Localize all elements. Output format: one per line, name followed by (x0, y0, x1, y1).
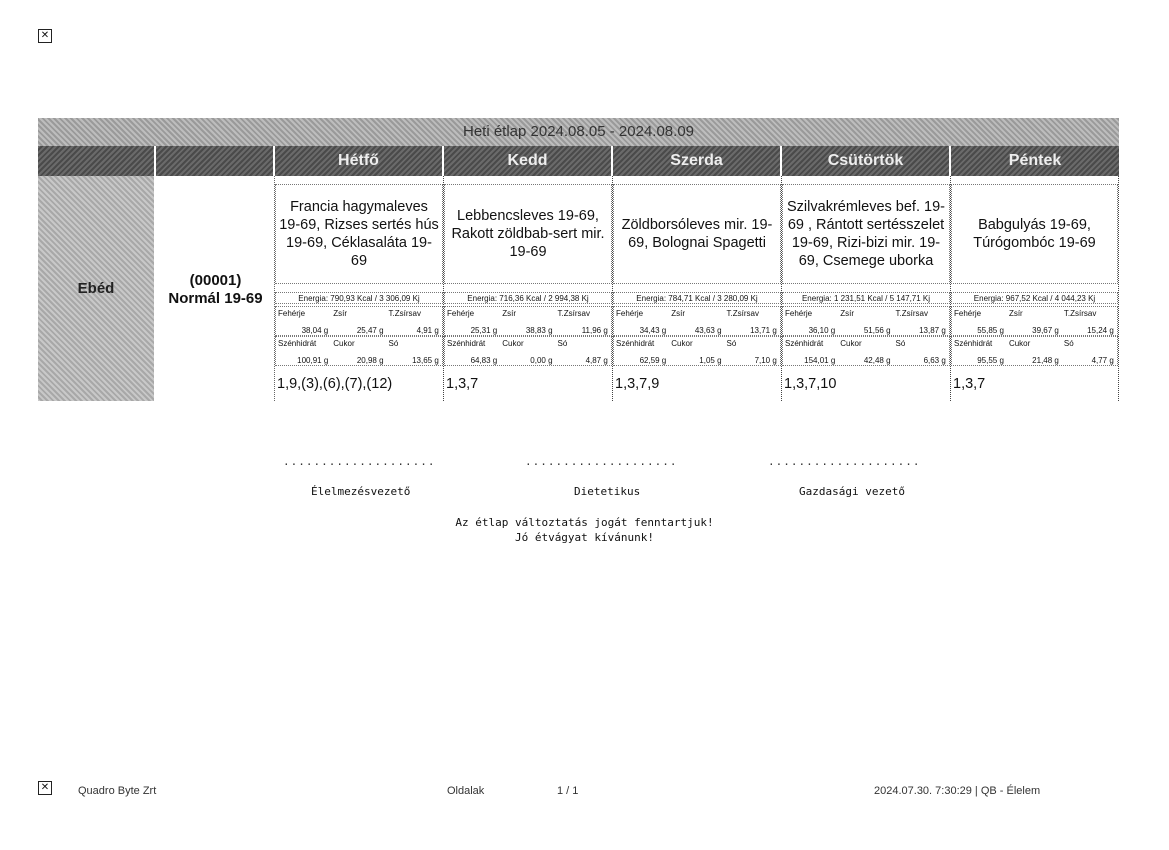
nutrient-value: 64,83 g (470, 356, 498, 365)
day-header-thursday: Csütörtök (782, 146, 951, 176)
day-header-monday: Hétfő (275, 146, 444, 176)
nutrient-value: 4,87 g (585, 356, 608, 365)
day-column-friday (951, 176, 1119, 401)
nutrient-cell (614, 337, 669, 367)
day-column-thursday (782, 176, 951, 401)
nutrient-cell (838, 307, 893, 337)
signature-role-label: Gazdasági vezető (799, 485, 905, 498)
nutrient-value: 25,31 g (470, 326, 498, 335)
nutrient-cell (331, 307, 386, 337)
nutrient-label: Só (557, 339, 568, 348)
nutrient-cell (952, 307, 1007, 337)
nutrient-label: Cukor (840, 339, 862, 348)
nutrient-value: 154,01 g (804, 356, 836, 365)
nutrient-value: 13,65 g (412, 356, 439, 365)
nutrient-label: Cukor (671, 339, 693, 348)
nutrient-cell (614, 307, 669, 337)
nutrient-cell (445, 307, 500, 337)
dish-description (444, 184, 612, 284)
nutrient-value: 62,59 g (639, 356, 667, 365)
allergen-codes: 1,3,7 (953, 376, 986, 392)
day-column-wednesday (613, 176, 782, 401)
nutrient-label: Fehérje (785, 309, 813, 318)
nutrient-row (951, 336, 1118, 366)
nutrient-row (613, 306, 781, 336)
nutrient-cell (783, 337, 838, 367)
footer-page-label: Oldalak (447, 785, 485, 797)
nutrient-row (444, 336, 612, 366)
nutrient-cell (952, 337, 1007, 367)
nutrient-value: 7,10 g (754, 356, 777, 365)
nutrient-label: Szénhidrát (785, 339, 824, 348)
nutrient-value: 13,71 g (750, 326, 777, 335)
nutrient-label: Zsír (1008, 309, 1023, 318)
nutrient-label: Só (1063, 339, 1074, 348)
signature-role-label: Dietetikus (574, 485, 641, 498)
nutrient-value: 39,67 g (1032, 326, 1059, 335)
energy-value: Energia: 716,36 Kcal / 2 994,38 Kj (444, 292, 612, 304)
notice-line-1: Az étlap változtatás jogát fenntartjuk! (455, 516, 714, 529)
nutrient-label: Zsír (840, 309, 855, 318)
energy-value: Energia: 1 231,51 Kcal / 5 147,71 Kj (782, 292, 950, 304)
dish-text: Szilvakrémleves bef. 19-69 , Rántott sertésszelet 19-69, Rizi-bizi mir. 19-69, Csemege uborka (787, 199, 945, 269)
footer-timestamp: 2024.07.30. 7:30:29 | QB - Élelem (874, 785, 1041, 797)
nutrient-cell (1062, 307, 1117, 337)
nutrient-value: 38,04 g (301, 326, 329, 335)
day-header-friday: Péntek (1008, 152, 1062, 169)
nutrient-value: 4,77 g (1091, 356, 1114, 365)
energy-value: Energia: 967,52 Kcal / 4 044,23 Kj (951, 292, 1118, 304)
signature-finance-manager (768, 455, 921, 498)
nutrient-label: T.Zsírsav (1063, 309, 1097, 318)
nutrient-cell (783, 307, 838, 337)
nutrient-cell (894, 307, 949, 337)
broken-image-icon: ✕ (38, 781, 52, 795)
day-header-row (38, 146, 1119, 176)
nutrient-row (275, 306, 443, 336)
nutrient-cell (387, 307, 442, 337)
meal-column (38, 176, 156, 401)
nutrient-label: Fehérje (278, 309, 306, 318)
allergen-codes: 1,3,7,10 (784, 376, 837, 392)
nutrient-row (782, 306, 950, 336)
nutrient-label: T.Zsírsav (895, 309, 928, 318)
nutrient-label: Só (726, 339, 737, 348)
nutrient-label: Zsír (671, 309, 686, 318)
header-diet-cell (156, 146, 275, 176)
nutrient-value: 15,24 g (1087, 326, 1114, 335)
nutrient-value: 25,47 g (356, 326, 384, 335)
nutrient-label: T.Zsírsav (726, 309, 759, 318)
allergen-codes: 1,3,7,9 (615, 376, 660, 392)
dish-text: Zöldborsóleves mir. 19-69, Bolognai Spagetti (621, 217, 773, 251)
nutrient-value: 6,63 g (923, 356, 946, 365)
nutrient-label: Fehérje (616, 309, 644, 318)
nutrient-label: Zsír (333, 309, 348, 318)
nutrient-cell (1007, 337, 1062, 367)
nutrient-value: 51,56 g (863, 326, 891, 335)
dish-description (613, 184, 781, 284)
day-header-wednesday: Szerda (613, 146, 782, 176)
nutrient-label: T.Zsírsav (557, 309, 590, 318)
nutrient-value: 34,43 g (639, 326, 667, 335)
nutrient-cell (556, 307, 611, 337)
nutrient-row (275, 336, 443, 366)
nutrient-label: Szénhidrát (616, 339, 655, 348)
dish-text: Babgulyás 19-69, Túrógombóc 19-69 (973, 217, 1096, 251)
energy-value: Energia: 790,93 Kcal / 3 306,09 Kj (275, 292, 443, 304)
allergen-codes: 1,9,(3),(6),(7),(12) (277, 376, 393, 392)
nutrient-value: 4,91 g (416, 326, 439, 335)
nutrient-row (444, 306, 612, 336)
nutrient-row (951, 306, 1118, 336)
nutrient-cell (725, 307, 780, 337)
nutrient-cell (725, 337, 780, 367)
signature-food-manager (283, 455, 436, 498)
header-meal-cell (38, 146, 156, 176)
nutrient-cell (500, 337, 555, 367)
dish-description (782, 184, 950, 284)
dish-text: Lebbencsleves 19-69, Rakott zöldbab-sert mir. 19-69 (451, 208, 605, 260)
dish-description (951, 184, 1118, 284)
nutrient-value: 38,83 g (525, 326, 553, 335)
nutrient-label: Cukor (502, 339, 524, 348)
nutrient-cell (276, 307, 331, 337)
nutrient-cell (669, 337, 724, 367)
signature-dietitian (525, 455, 678, 498)
nutrient-value: 55,85 g (977, 326, 1004, 335)
signature-line: .................... (525, 455, 678, 468)
signature-line: .................... (768, 455, 921, 468)
nutrient-value: 36,10 g (808, 326, 836, 335)
signature-line: .................... (283, 455, 436, 468)
nutrient-value: 1,05 g (699, 356, 722, 365)
nutrient-value: 20,98 g (356, 356, 384, 365)
nutrient-label: Só (388, 339, 399, 348)
nutrient-cell (1062, 337, 1117, 367)
nutrient-row (613, 336, 781, 366)
nutrient-label: Fehérje (447, 309, 475, 318)
nutrient-value: 43,63 g (694, 326, 722, 335)
day-column-tuesday (444, 176, 613, 401)
nutrient-value: 0,00 g (530, 356, 553, 365)
broken-image-icon: ✕ (38, 29, 52, 43)
nutrient-value: 21,48 g (1032, 356, 1059, 365)
nutrient-cell (838, 337, 893, 367)
diet-code: (00001) (189, 272, 242, 289)
nutrient-label: Szénhidrát (447, 339, 486, 348)
footer-company: Quadro Byte Zrt (78, 785, 157, 797)
nutrient-value: 95,55 g (977, 356, 1004, 365)
menu-title: Heti étlap 2024.08.05 - 2024.08.09 (38, 118, 1119, 146)
nutrient-label: Fehérje (954, 309, 982, 318)
nutrient-cell (894, 337, 949, 367)
nutrient-cell (331, 337, 386, 367)
nutrient-label: Szénhidrát (954, 339, 993, 348)
nutrient-label: Só (895, 339, 906, 348)
weekly-menu-table (38, 118, 1119, 403)
signature-role-label: Élelmezésvezető (311, 485, 411, 498)
nutrient-cell (445, 337, 500, 367)
nutrient-label: Zsír (502, 309, 517, 318)
nutrient-cell (669, 307, 724, 337)
dish-text: Francia hagymaleves 19-69, Rizses sertés hús 19-69, Céklasaláta 19-69 (279, 199, 439, 269)
meal-label: Ebéd (77, 280, 115, 297)
notice-line-2: Jó étvágyat kívánunk! (514, 531, 655, 544)
diet-name: Normál 19-69 (168, 290, 263, 307)
energy-value: Energia: 784,71 Kcal / 3 280,09 Kj (613, 292, 781, 304)
nutrient-row (782, 336, 950, 366)
nutrient-label: Cukor (1008, 339, 1031, 348)
nutrient-value: 100,91 g (297, 356, 329, 365)
nutrient-value: 11,96 g (581, 326, 608, 335)
nutrient-cell (1007, 307, 1062, 337)
nutrient-cell (387, 337, 442, 367)
nutrient-label: Szénhidrát (278, 339, 317, 348)
nutrient-cell (276, 337, 331, 367)
nutrient-label: T.Zsírsav (388, 309, 421, 318)
nutrient-value: 13,87 g (919, 326, 946, 335)
day-column-monday (275, 176, 444, 401)
nutrient-cell (500, 307, 555, 337)
day-header-tuesday: Kedd (444, 146, 613, 176)
nutrient-label: Cukor (333, 339, 355, 348)
diet-column (156, 176, 275, 401)
footer-page-number: 1 / 1 (557, 785, 579, 797)
nutrient-value: 42,48 g (863, 356, 891, 365)
nutrient-cell (556, 337, 611, 367)
dish-description (275, 184, 443, 284)
allergen-codes: 1,3,7 (446, 376, 479, 392)
